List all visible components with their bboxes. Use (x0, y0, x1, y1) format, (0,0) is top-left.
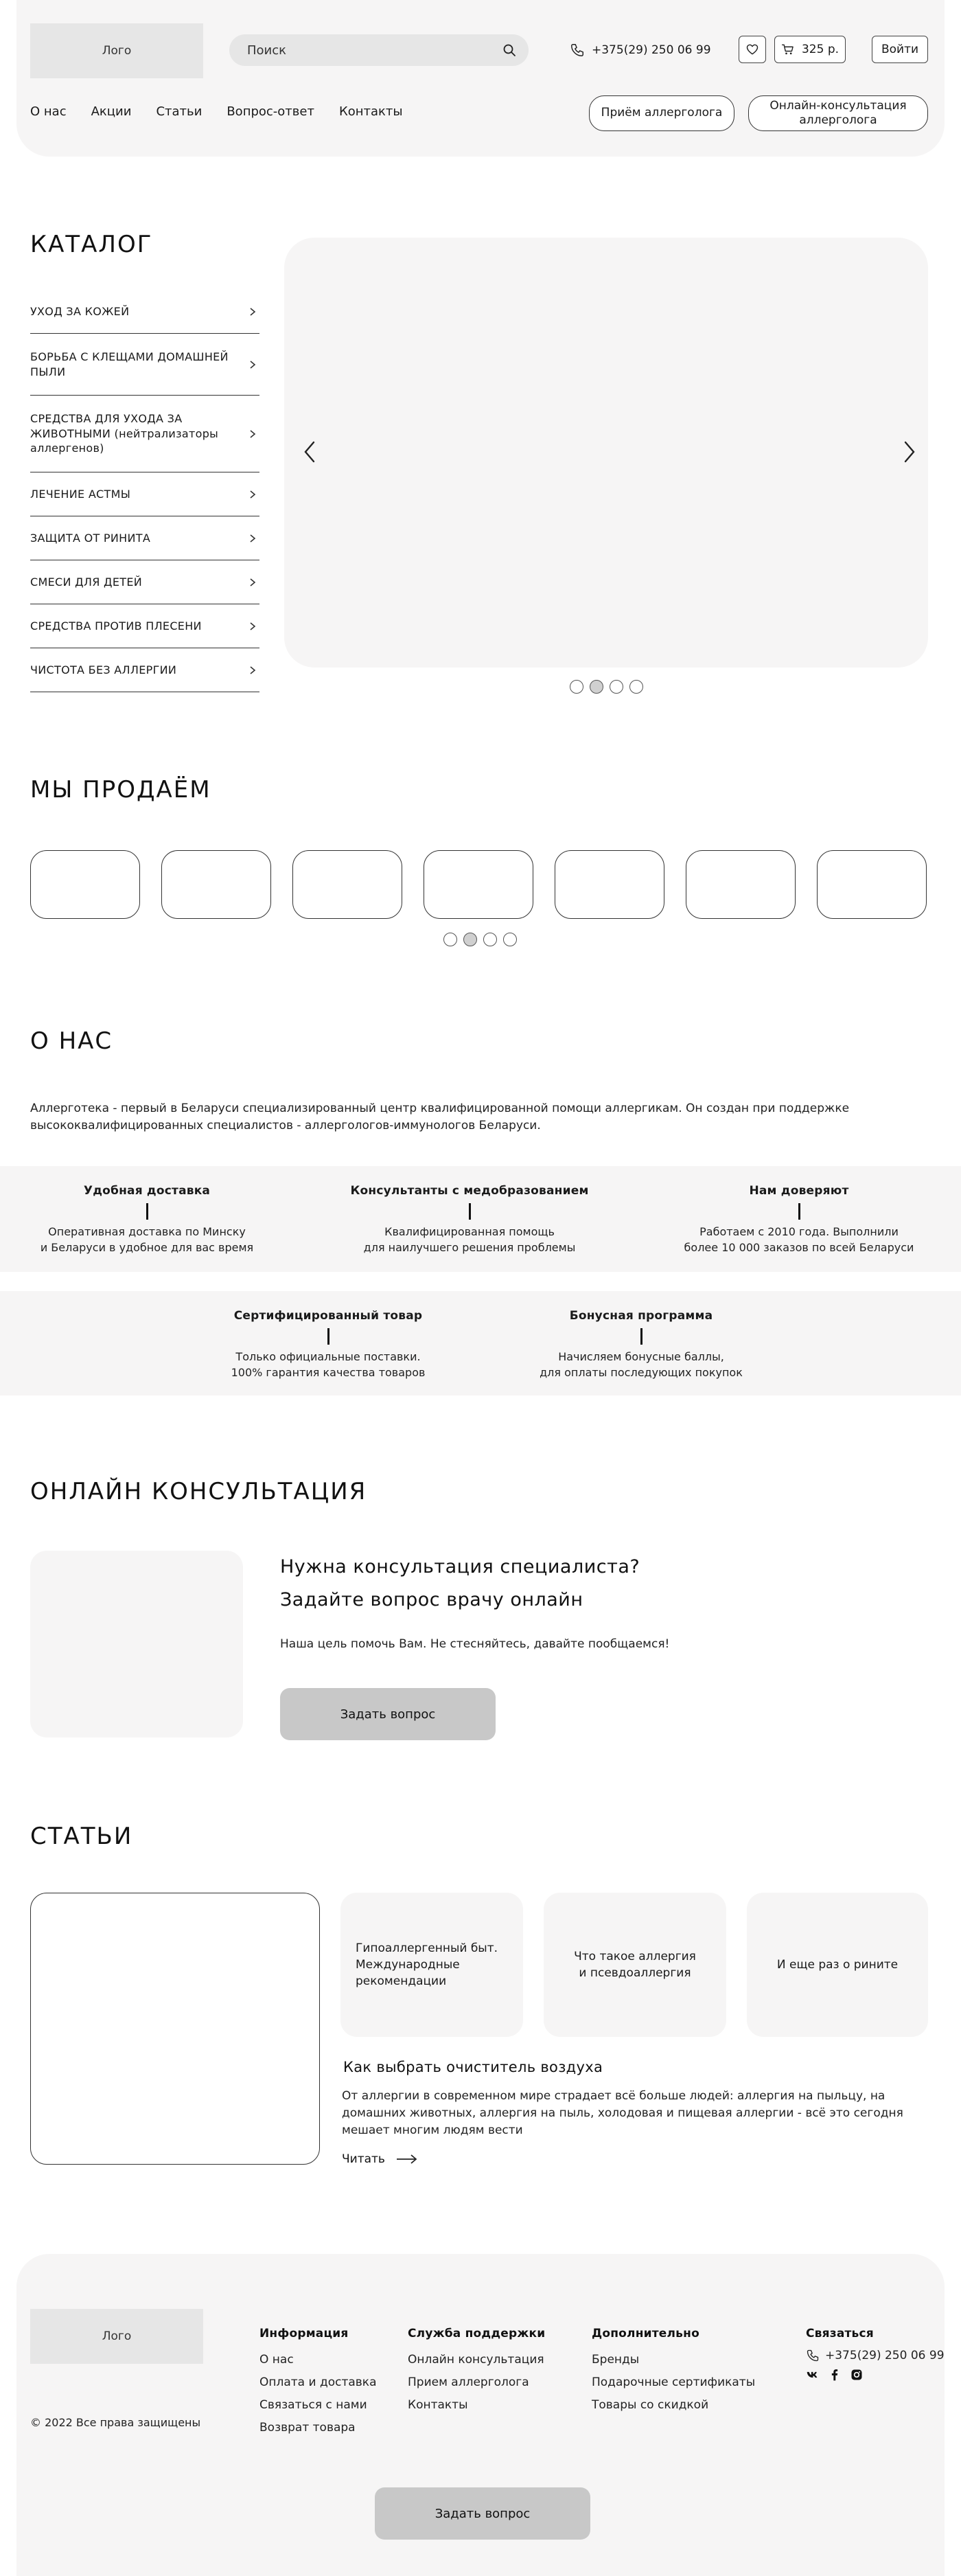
article-card-hypoallergenic[interactable] (340, 1893, 523, 2037)
catalog-item-label: БОРЬБА С КЛЕЩАМИ ДОМАШНЕЙ ПЫЛИ (30, 350, 229, 378)
cart-total: 325 р. (801, 43, 840, 56)
feature-certified (191, 1309, 465, 1380)
slider-dot[interactable] (629, 680, 643, 694)
favorites-button[interactable] (739, 36, 766, 63)
header-logo[interactable] (30, 23, 203, 78)
footer-link[interactable]: Онлайн консультация (408, 2353, 544, 2367)
catalog-item-label: ЛЕЧЕНИЕ АСТМЫ (30, 487, 131, 501)
about-text-line1: Аллерготека - первый в Беларуси специализированный центр квалифицированной помощи аллергикам. Он создан при поддержке (30, 1102, 850, 1115)
chevron-right-icon (248, 665, 257, 676)
product-category-card[interactable] (30, 850, 140, 919)
catalog-item-allergy-free-cleaning[interactable] (30, 648, 259, 692)
footer-column-title: Связаться (806, 2327, 874, 2340)
nav-faq[interactable]: Вопрос-ответ (227, 104, 314, 119)
footer-ask-question-button[interactable]: Задать вопрос (375, 2487, 590, 2540)
product-category-card[interactable] (686, 850, 796, 919)
cart-icon (781, 43, 795, 56)
search-bar (229, 34, 529, 66)
vk-icon[interactable] (806, 2368, 820, 2382)
chevron-right-icon (248, 533, 257, 544)
slider-dot[interactable] (610, 680, 623, 694)
chevron-right-icon (248, 621, 257, 632)
catalog-list (30, 290, 259, 692)
footer-link[interactable]: О нас (259, 2353, 294, 2367)
hero-slider (284, 238, 928, 668)
chevron-right-icon (248, 429, 257, 440)
feature-delivery (10, 1184, 284, 1255)
feature-consultants (332, 1184, 607, 1255)
feature-text-line1: Только официальные поставки. (235, 1350, 421, 1363)
featured-article-excerpt-line: От аллергии в современном мире страдает всё больше людей: аллергия на пыльцу, на (342, 2089, 885, 2103)
footer-link[interactable]: Товары со скидкой (592, 2398, 709, 2412)
cart-button[interactable] (774, 36, 846, 63)
feature-title: Нам доверяют (749, 1184, 849, 1198)
product-category-card[interactable] (292, 850, 402, 919)
catalog-item-label: СРЕДСТВА ПРОТИВ ПЛЕСЕНИ (30, 619, 202, 632)
footer-link[interactable]: Возврат товара (259, 2421, 356, 2435)
catalog-item-rhinitis[interactable] (30, 516, 259, 560)
we-sell-title: МЫ ПРОДАЁМ (30, 776, 211, 803)
feature-text-line1: Оперативная доставка по Минску (48, 1225, 246, 1238)
carousel-dot[interactable] (483, 933, 497, 946)
catalog-item-label: СРЕДСТВА ДЛЯ УХОДА ЗА ЖИВОТНЫМИ (нейтрализаторы аллергенов) (30, 412, 219, 455)
catalog-item-label: ЧИСТОТА БЕЗ АЛЛЕРГИИ (30, 663, 177, 676)
feature-title: Сертифицированный товар (233, 1309, 423, 1323)
feature-text-line2: для оплаты последующих покупок (540, 1366, 743, 1379)
article-card-title: И еще раз о рините (776, 1958, 899, 1972)
chevron-right-icon (248, 306, 257, 317)
footer-column-info (259, 2327, 376, 2439)
online-consultation-button[interactable] (748, 95, 928, 131)
nav-about[interactable]: О нас (30, 104, 67, 119)
features-band-2 (0, 1291, 961, 1395)
online-consultation-line1: Онлайн-консультация (769, 98, 907, 113)
feature-title: Удобная доставка (83, 1184, 211, 1198)
carousel-dot[interactable] (443, 933, 457, 946)
read-article-label: Читать (342, 2152, 385, 2166)
about-text-line2: высококвалифицированных специалистов - аллергологов-иммунологов Беларуси. (30, 1119, 541, 1132)
article-card-title-line: Гипоаллергенный быт. (356, 1941, 498, 1955)
catalog-item-asthma[interactable] (30, 472, 259, 516)
feature-divider (327, 1328, 329, 1345)
feature-divider (798, 1203, 800, 1220)
article-card-title (574, 1948, 696, 1981)
featured-article-title[interactable]: Как выбрать очиститель воздуха (343, 2059, 603, 2075)
heart-icon (745, 43, 759, 56)
product-category-card[interactable] (161, 850, 271, 919)
instagram-icon[interactable] (850, 2368, 864, 2382)
featured-article-excerpt-line: домашних животных, аллергия на пыль, холодовая и пищевая аллергии - всё это сегодня (342, 2106, 903, 2120)
slider-next-arrow-icon[interactable] (901, 438, 918, 466)
footer-column-contact (806, 2327, 945, 2382)
footer-link[interactable]: Прием аллерголога (408, 2375, 529, 2389)
feature-text-line2: более 10 000 заказов по всей Беларуси (684, 1241, 914, 1254)
catalog-item-mold[interactable] (30, 604, 259, 648)
allergist-appointment-button[interactable]: Приём аллерголога (589, 95, 734, 131)
footer-link[interactable]: Оплата и доставка (259, 2375, 377, 2389)
article-card-title-line: рекомендации (356, 1974, 447, 1988)
carousel-dot-active[interactable] (463, 933, 477, 946)
consultation-heading-2: Задайте вопрос врачу онлайн (280, 1589, 583, 1610)
slider-dots (570, 680, 643, 694)
catalog-item-baby-formula[interactable] (30, 560, 259, 604)
feature-text-line2: 100% гарантия качества товаров (231, 1366, 426, 1379)
ask-question-button[interactable]: Задать вопрос (280, 1688, 496, 1740)
catalog-item-pet-care[interactable] (30, 396, 259, 472)
nav-articles[interactable]: Статьи (156, 104, 202, 119)
feature-text-line1: Квалифицированная помощь (384, 1225, 555, 1238)
chevron-right-icon (248, 577, 257, 588)
footer-link[interactable]: Подарочные сертификаты (592, 2375, 756, 2389)
feature-trust (662, 1184, 936, 1255)
footer-link[interactable]: Связаться с нами (259, 2398, 367, 2412)
footer-link[interactable]: Бренды (592, 2353, 640, 2367)
featured-article-image[interactable] (30, 1893, 320, 2165)
footer-column-title: Информация (259, 2327, 349, 2340)
featured-article-excerpt (342, 2088, 925, 2139)
article-card-title-line: Международные (356, 1958, 460, 1972)
article-card-title-line: Что такое аллергия (574, 1950, 696, 1963)
consultation-text: Наша цель помочь Вам. Не стесняйтесь, давайте пообщаемся! (280, 1637, 670, 1651)
feature-text-line1: Работаем с 2010 года. Выполнили (699, 1225, 899, 1238)
articles-title: СТАТЬИ (30, 1823, 133, 1850)
carousel-dot[interactable] (503, 933, 517, 946)
main-nav (30, 104, 403, 119)
phone-icon (806, 2349, 820, 2362)
arrow-right-icon (396, 2154, 418, 2165)
article-card-title (356, 1940, 498, 1990)
article-card-pseudoallergy[interactable] (544, 1893, 726, 2037)
login-button[interactable]: Войти (872, 36, 928, 63)
featured-article-excerpt-line: мешает многим людям вести (342, 2123, 523, 2137)
slider-dot[interactable] (570, 680, 583, 694)
social-links (806, 2368, 945, 2382)
facebook-icon[interactable] (828, 2368, 842, 2382)
read-article-link[interactable] (342, 2152, 418, 2166)
search-input[interactable] (247, 43, 502, 58)
slider-dot-active[interactable] (590, 680, 603, 694)
footer-column-extra (592, 2327, 755, 2417)
feature-divider (640, 1328, 642, 1345)
online-consultation-line2: аллерголога (799, 113, 877, 127)
consultation-title: ОНЛАЙН КОНСУЛЬТАЦИЯ (30, 1478, 367, 1505)
feature-text-line2: для наилучшего решения проблемы (363, 1241, 576, 1254)
about-text (30, 1100, 923, 1135)
article-card-title-line: и псевдоаллергия (579, 1966, 691, 1980)
header-phone-number: +375(29) 250 06 99 (592, 43, 711, 57)
about-title: О НАС (30, 1027, 113, 1055)
catalog-item-skin-care[interactable] (30, 290, 259, 334)
feature-text-line1: Начисляем бонусные баллы, (558, 1350, 724, 1363)
footer-logo[interactable] (30, 2309, 203, 2364)
feature-title: Консультанты с медобразованием (350, 1184, 589, 1198)
catalog-item-dust-mites[interactable] (30, 334, 259, 396)
catalog-item-label: УХОД ЗА КОЖЕЙ (30, 304, 130, 318)
consultation-image (30, 1551, 243, 1737)
product-category-card[interactable] (424, 850, 533, 919)
footer-column-title: Служба поддержки (408, 2327, 546, 2340)
consultation-heading-1: Нужна консультация специалиста? (280, 1556, 640, 1577)
header-phone[interactable] (570, 40, 711, 60)
header-logo-label: Лого (102, 44, 132, 58)
catalog-item-label: СМЕСИ ДЛЯ ДЕТЕЙ (30, 575, 143, 589)
feature-title: Бонусная программа (569, 1309, 713, 1323)
slider-prev-arrow-icon[interactable] (301, 438, 319, 466)
footer-phone[interactable] (806, 2349, 945, 2362)
search-icon[interactable] (502, 43, 516, 57)
nav-contacts[interactable]: Контакты (338, 104, 403, 119)
chevron-right-icon (248, 359, 257, 370)
product-category-card[interactable] (817, 850, 927, 919)
nav-promotions[interactable]: Акции (91, 104, 132, 119)
footer-logo-label: Лого (102, 2329, 132, 2343)
feature-divider (146, 1203, 148, 1220)
phone-icon (570, 43, 585, 58)
catalog-item-label: ЗАЩИТА ОТ РИНИТА (30, 531, 151, 545)
feature-bonus (504, 1309, 778, 1380)
we-sell-dots (443, 933, 517, 946)
product-category-card[interactable] (555, 850, 664, 919)
feature-text-line2: и Беларуси в удобное для вас время (40, 1241, 254, 1254)
copyright: © 2022 Все права защищены (30, 2416, 201, 2429)
footer-link[interactable]: Контакты (408, 2398, 468, 2412)
feature-divider (469, 1203, 471, 1220)
footer-column-support (408, 2327, 545, 2417)
footer-phone-number: +375(29) 250 06 99 (825, 2349, 945, 2362)
chevron-right-icon (248, 489, 257, 500)
footer-column-title: Дополнительно (592, 2327, 699, 2340)
catalog-title: КАТАЛОГ (30, 231, 153, 258)
article-card-rhinitis[interactable] (747, 1893, 928, 2037)
